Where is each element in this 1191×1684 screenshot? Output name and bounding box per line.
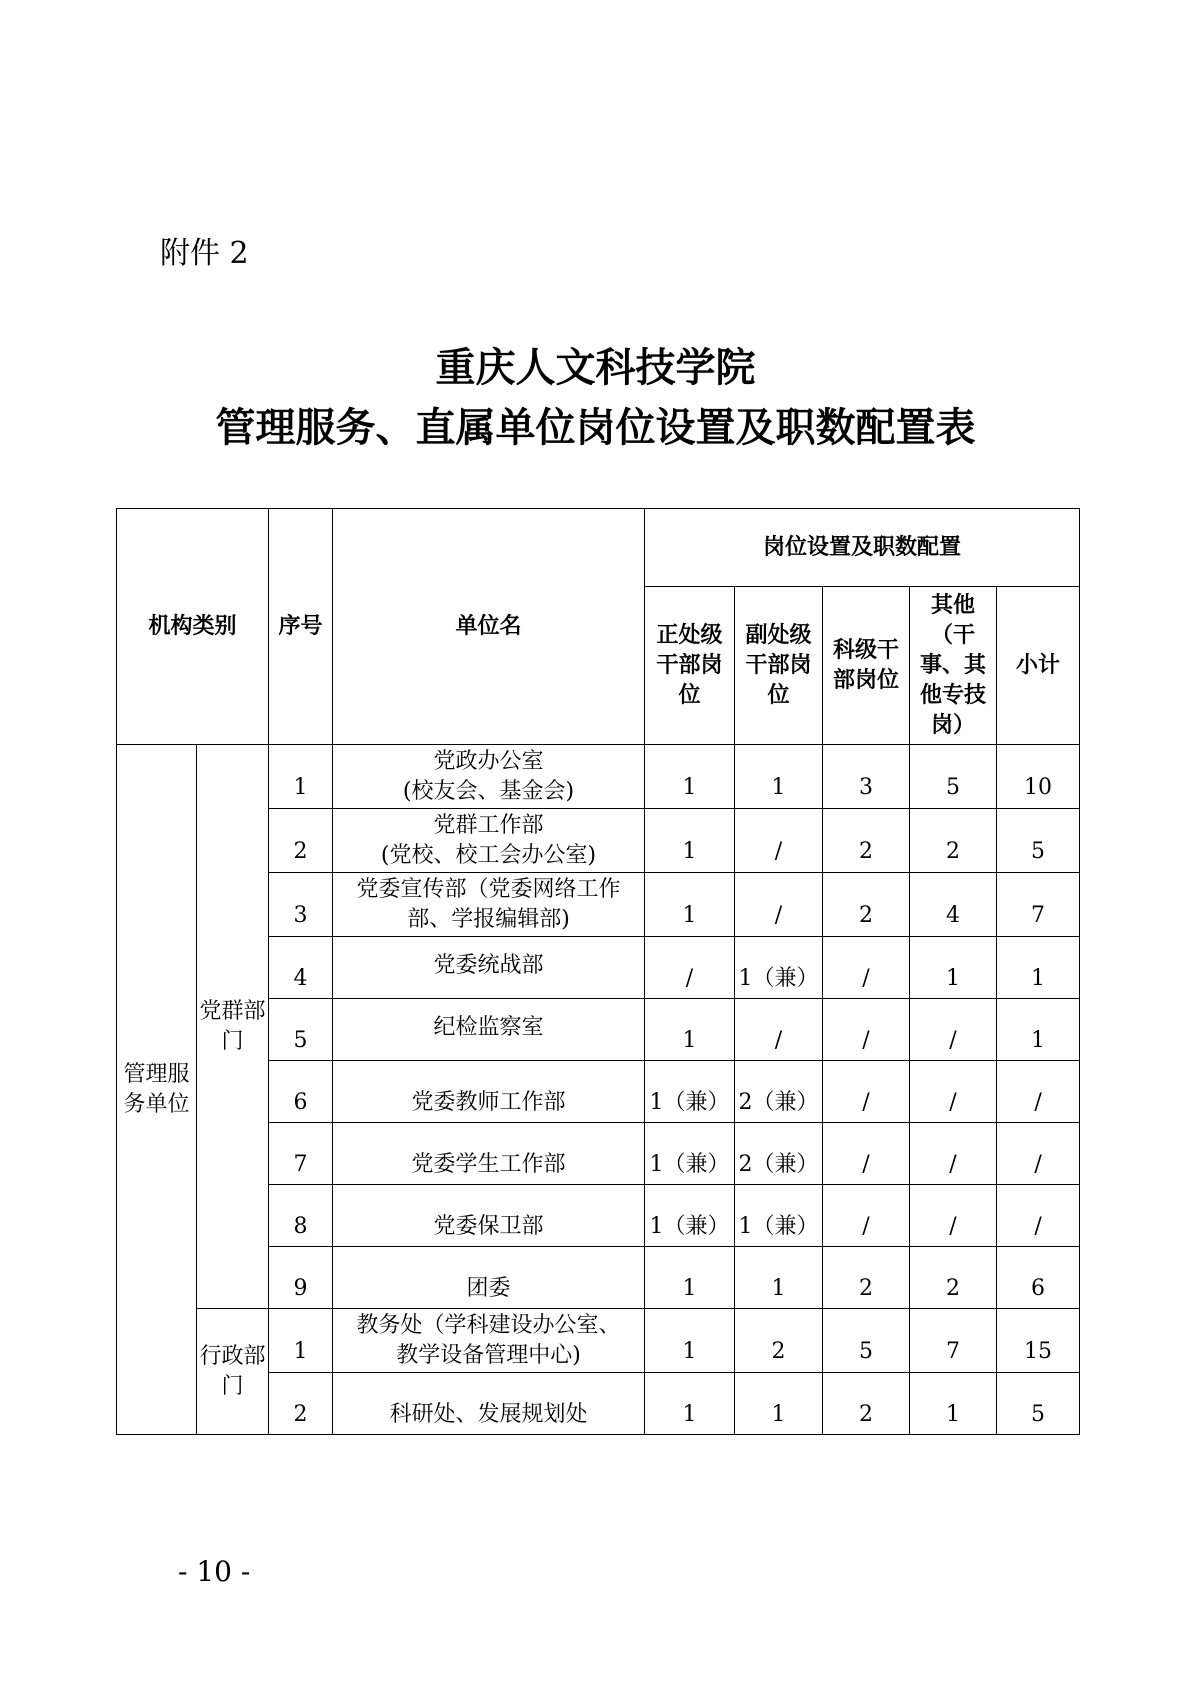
zhengchu-cell: 1（兼） <box>645 1061 735 1123</box>
zhengchu-cell: / <box>645 937 735 999</box>
table-row <box>117 1309 1080 1373</box>
header-unit-name: 单位名 <box>333 509 645 745</box>
zhengchu-cell: 1 <box>645 873 735 937</box>
header-seq: 序号 <box>269 509 333 745</box>
subcategory-cell: 党群部门 <box>197 745 269 1309</box>
header-subtotal: 小计 <box>997 587 1080 745</box>
zhengchu-cell: 1（兼） <box>645 1123 735 1185</box>
fuchu-cell: 2（兼） <box>735 1061 823 1123</box>
header-category: 机构类别 <box>117 509 269 745</box>
unit-name-cell: 党委学生工作部 <box>333 1123 645 1185</box>
zhengchu-cell: 1 <box>645 1247 735 1309</box>
keji-cell: 5 <box>823 1309 910 1373</box>
unit-name-line: 党政办公室 <box>433 748 544 774</box>
other-cell: 7 <box>910 1309 997 1373</box>
fuchu-cell: 1 <box>735 1373 823 1435</box>
fuchu-cell: 1 <box>735 1247 823 1309</box>
position-table <box>116 508 1080 1435</box>
seq-cell: 4 <box>269 937 333 999</box>
header-group: 岗位设置及职数配置 <box>645 509 1080 587</box>
subtotal-cell: / <box>997 1185 1080 1247</box>
zhengchu-cell: 1（兼） <box>645 1185 735 1247</box>
seq-cell: 3 <box>269 873 333 937</box>
keji-cell: / <box>823 1123 910 1185</box>
subtotal-cell: 6 <box>997 1247 1080 1309</box>
header-fuchu: 副处级干部岗位 <box>735 587 823 745</box>
other-cell: 1 <box>910 1373 997 1435</box>
table-row <box>117 745 1080 809</box>
seq-cell: 1 <box>269 1309 333 1373</box>
keji-cell: 3 <box>823 745 910 809</box>
unit-name-line: 党群工作部 <box>433 812 544 838</box>
subtotal-cell: 10 <box>997 745 1080 809</box>
keji-cell: 2 <box>823 873 910 937</box>
unit-name-line2: (校友会、基金会) <box>402 778 575 804</box>
page-number: - 10 - <box>178 1555 251 1588</box>
unit-name-line2: (党校、校工会办公室) <box>380 842 597 868</box>
unit-name-line: 党委统战部 <box>433 953 544 978</box>
unit-name-cell <box>333 745 645 809</box>
fuchu-cell: 1 <box>735 745 823 809</box>
header-other: 其他（干事、其他专技岗） <box>910 587 997 745</box>
header-zhengchu: 正处级干部岗位 <box>645 587 735 745</box>
document-subtitle: 管理服务、直属单位岗位设置及职数配置表 <box>215 405 976 451</box>
subtotal-cell: 1 <box>997 999 1080 1061</box>
zhengchu-cell: 1 <box>645 1309 735 1373</box>
subtotal-cell: 15 <box>997 1309 1080 1373</box>
attachment-label: 附件 2 <box>160 236 249 271</box>
subtotal-cell: / <box>997 1061 1080 1123</box>
fuchu-cell: / <box>735 999 823 1061</box>
unit-name-cell <box>333 1309 645 1373</box>
unit-name-line2: 教学设备管理中心) <box>396 1342 581 1368</box>
other-cell: / <box>910 1061 997 1123</box>
fuchu-cell: 2 <box>735 1309 823 1373</box>
keji-cell: 2 <box>823 1247 910 1309</box>
unit-name-cell: 党委保卫部 <box>333 1185 645 1247</box>
subtotal-cell: / <box>997 1123 1080 1185</box>
other-cell: 5 <box>910 745 997 809</box>
subtotal-cell: 7 <box>997 873 1080 937</box>
subtotal-cell: 5 <box>997 809 1080 873</box>
unit-name-cell <box>333 999 645 1061</box>
other-cell: 2 <box>910 1247 997 1309</box>
keji-cell: / <box>823 1185 910 1247</box>
zhengchu-cell: 1 <box>645 999 735 1061</box>
subcategory-cell: 行政部门 <box>197 1309 269 1435</box>
unit-name-cell <box>333 873 645 937</box>
keji-cell: / <box>823 937 910 999</box>
unit-name-cell: 党委教师工作部 <box>333 1061 645 1123</box>
zhengchu-cell: 1 <box>645 1373 735 1435</box>
category-cell: 管理服务单位 <box>117 745 197 1435</box>
unit-name-line: 党委宣传部（党委网络工作 <box>356 876 621 902</box>
other-cell: / <box>910 1185 997 1247</box>
fuchu-cell: 1（兼） <box>735 1185 823 1247</box>
subtotal-cell: 5 <box>997 1373 1080 1435</box>
unit-name-cell <box>333 937 645 999</box>
unit-name-line: 教务处（学科建设办公室、 <box>356 1312 621 1338</box>
seq-cell: 7 <box>269 1123 333 1185</box>
other-cell: 2 <box>910 809 997 873</box>
zhengchu-cell: 1 <box>645 809 735 873</box>
unit-name-cell: 科研处、发展规划处 <box>333 1373 645 1435</box>
seq-cell: 2 <box>269 1373 333 1435</box>
unit-name-cell: 团委 <box>333 1247 645 1309</box>
seq-cell: 5 <box>269 999 333 1061</box>
unit-name-cell <box>333 809 645 873</box>
fuchu-cell: / <box>735 873 823 937</box>
subtotal-cell: 1 <box>997 937 1080 999</box>
header-keji: 科级干部岗位 <box>823 587 910 745</box>
fuchu-cell: 1（兼） <box>735 937 823 999</box>
fuchu-cell: / <box>735 809 823 873</box>
other-cell: 4 <box>910 873 997 937</box>
seq-cell: 2 <box>269 809 333 873</box>
seq-cell: 9 <box>269 1247 333 1309</box>
other-cell: / <box>910 1123 997 1185</box>
unit-name-line2: 部、学报编辑部) <box>407 906 570 932</box>
other-cell: / <box>910 999 997 1061</box>
seq-cell: 6 <box>269 1061 333 1123</box>
keji-cell: / <box>823 1061 910 1123</box>
other-cell: 1 <box>910 937 997 999</box>
seq-cell: 8 <box>269 1185 333 1247</box>
seq-cell: 1 <box>269 745 333 809</box>
fuchu-cell: 2（兼） <box>735 1123 823 1185</box>
keji-cell: 2 <box>823 809 910 873</box>
keji-cell: / <box>823 999 910 1061</box>
zhengchu-cell: 1 <box>645 745 735 809</box>
keji-cell: 2 <box>823 1373 910 1435</box>
document-title: 重庆人文科技学院 <box>435 345 756 391</box>
unit-name-line: 纪检监察室 <box>433 1015 544 1040</box>
